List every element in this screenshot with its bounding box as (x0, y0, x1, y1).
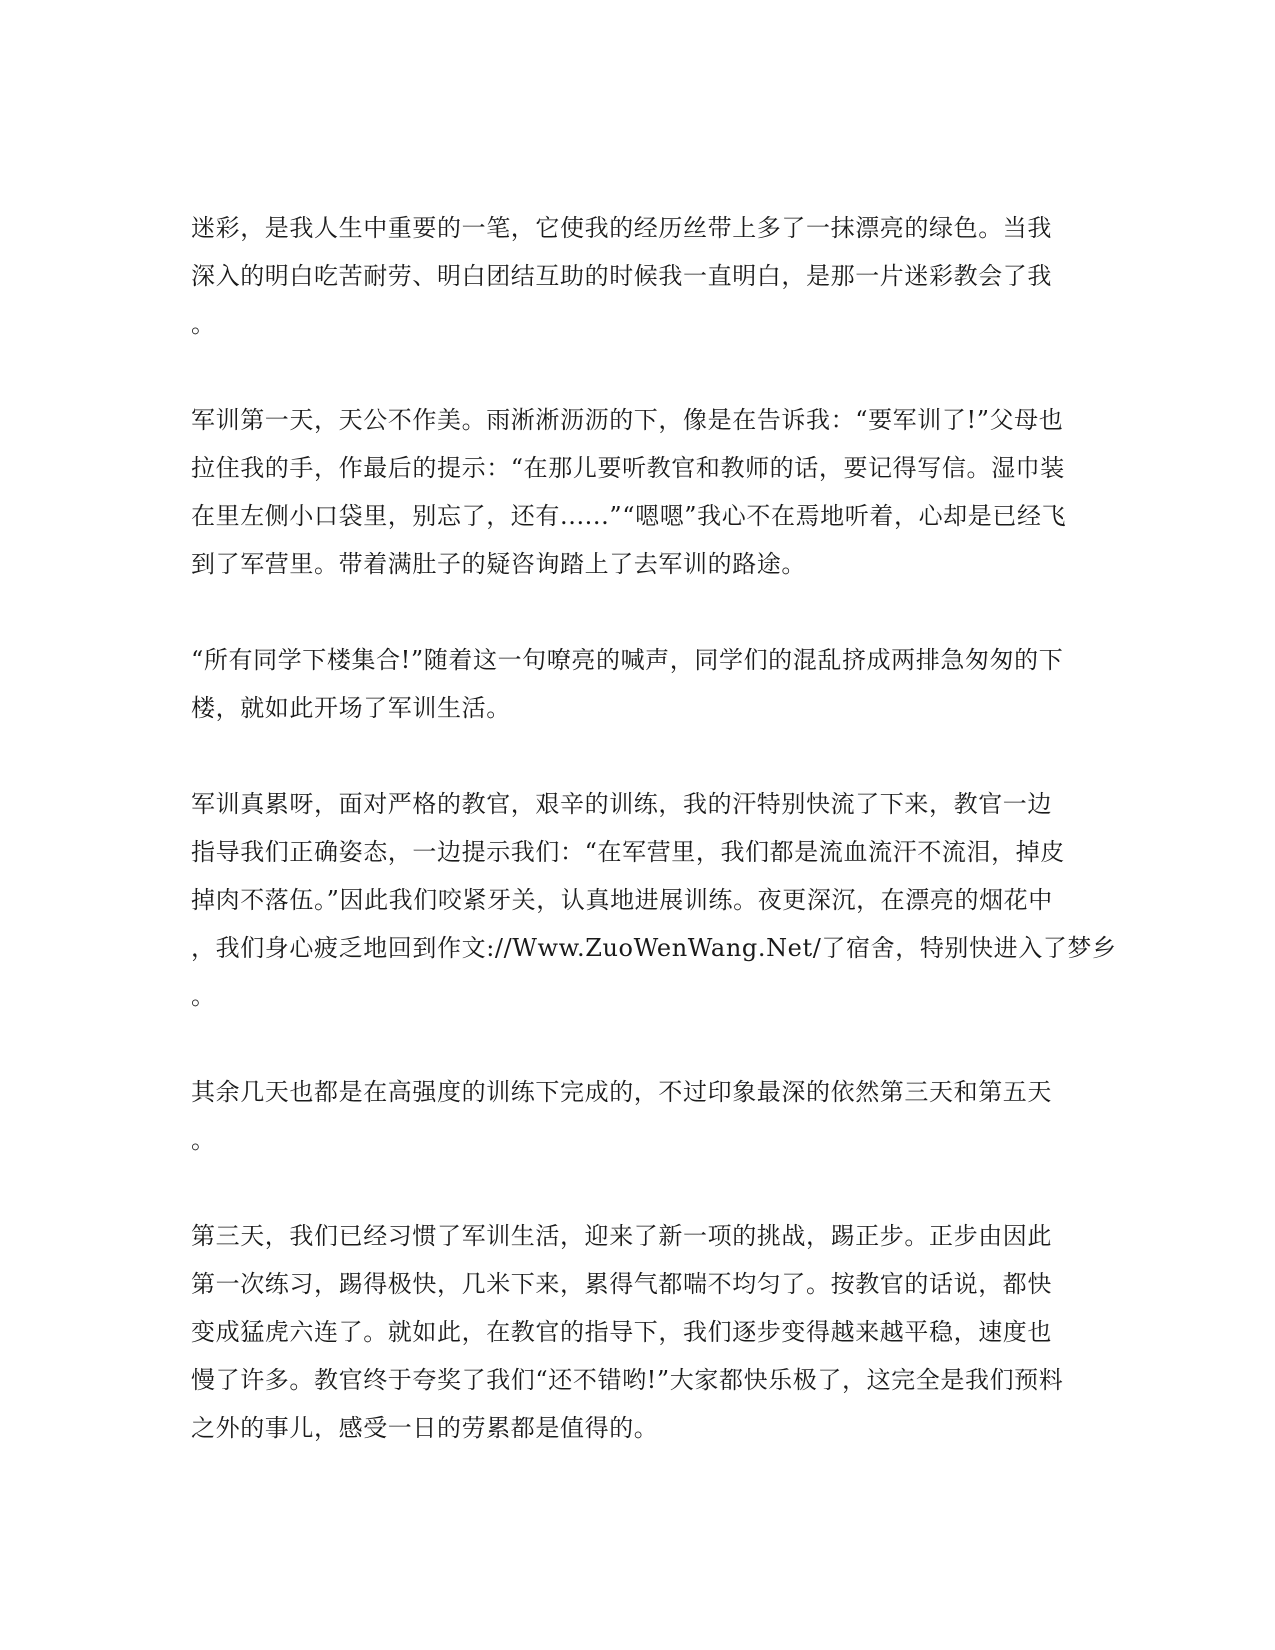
text-line: ，我们身心疲乏地回到作文://Www.ZuoWenWang.Net/了宿舍，特别快进入了梦乡 (191, 934, 1117, 962)
paragraph-5 (191, 1068, 1081, 1164)
text-line: 慢了许多。教官终于夸奖了我们“还不错哟!”大家都快乐极了，这完全是我们预料 (191, 1366, 1064, 1394)
paragraph-1 (191, 204, 1081, 348)
text-line: 。 (191, 1126, 216, 1154)
text-line: 到了军营里。带着满肚子的疑咨询踏上了去军训的路途。 (191, 550, 806, 578)
paragraph-4 (191, 780, 1117, 1020)
text-line: 军训真累呀，面对严格的教官，艰辛的训练，我的汗特别快流了下来，教官一边 (191, 790, 1052, 818)
text-line: 拉住我的手，作最后的提示：“在那儿要听教官和教师的话，要记得写信。湿巾装 (191, 454, 1065, 482)
text-line: 。 (191, 982, 216, 1010)
text-line: 之外的事儿，感受一日的劳累都是值得的。 (191, 1414, 659, 1442)
text-line: 军训第一天，天公不作美。雨淅淅沥沥的下，像是在告诉我：“要军训了!”父母也 (191, 406, 1064, 434)
text-line: 其余几天也都是在高强度的训练下完成的，不过印象最深的依然第三天和第五天 (191, 1078, 1052, 1106)
paragraph-3 (191, 636, 1081, 732)
text-line: 掉肉不落伍。”因此我们咬紧牙关，认真地进展训练。夜更深沉，在漂亮的烟花中 (191, 886, 1053, 914)
text-line: 指导我们正确姿态，一边提示我们：“在军营里，我们都是流血流汗不流泪，掉皮 (191, 838, 1065, 866)
text-line: 第一次练习，踢得极快，几米下来，累得气都喘不均匀了。按教官的话说，都快 (191, 1270, 1052, 1298)
text-line: 。 (191, 310, 216, 338)
paragraph-2 (191, 396, 1081, 588)
paragraph-6 (191, 1212, 1081, 1452)
text-line: 深入的明白吃苦耐劳、明白团结互助的时候我一直明白，是那一片迷彩教会了我 (191, 262, 1052, 290)
text-line: 第三天，我们已经习惯了军训生活，迎来了新一项的挑战，踢正步。正步由因此 (191, 1222, 1052, 1250)
document-body (191, 204, 1117, 1500)
text-line: 迷彩，是我人生中重要的一笔，它使我的经历丝带上多了一抹漂亮的绿色。当我 (191, 214, 1052, 242)
text-line: 楼，就如此开场了军训生活。 (191, 694, 511, 722)
text-line: 在里左侧小口袋里，别忘了，还有......”“嗯嗯”我心不在焉地听着，心却是已经飞 (191, 502, 1067, 530)
text-line: 变成猛虎六连了。就如此，在教官的指导下，我们逐步变得越来越平稳，速度也 (191, 1318, 1052, 1346)
text-line: “所有同学下楼集合!”随着这一句嘹亮的喊声，同学们的混乱挤成两排急匆匆的下 (191, 646, 1064, 674)
